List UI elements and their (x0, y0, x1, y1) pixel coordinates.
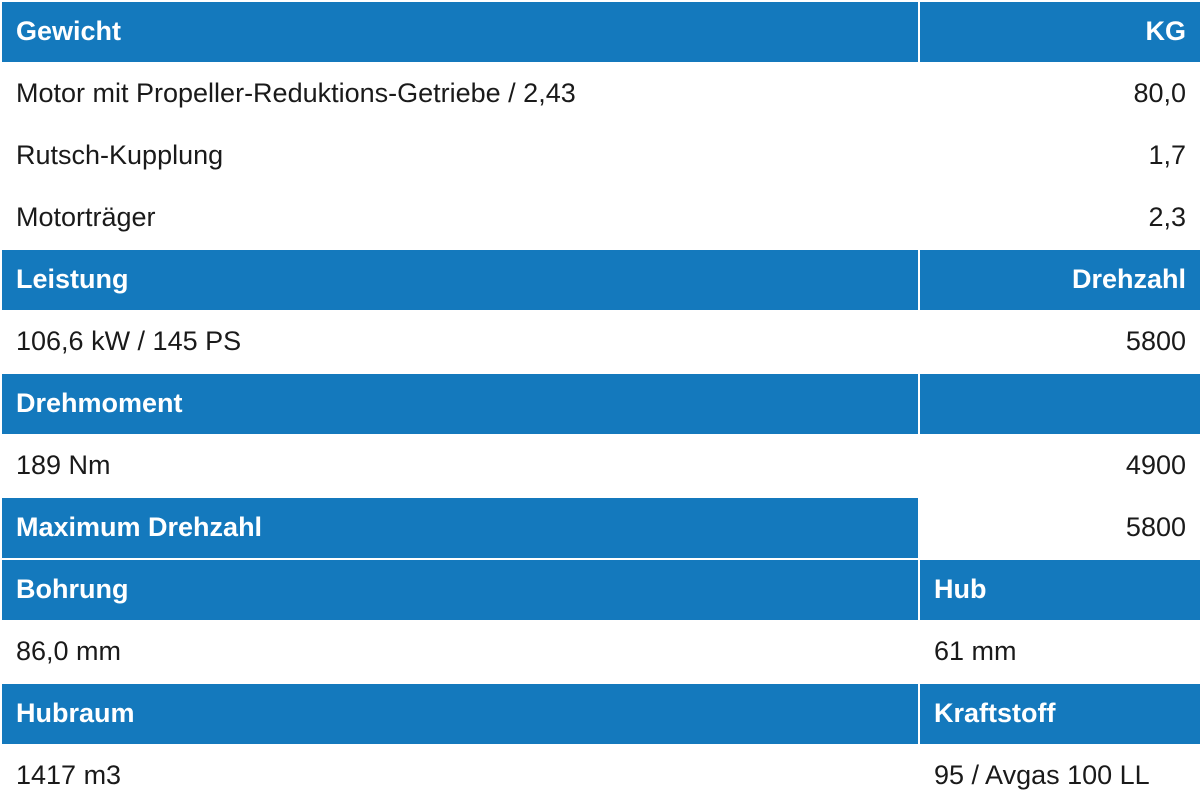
table-row (1, 1, 1200, 63)
table-header-cell: Drehmoment (1, 373, 919, 435)
table-header-cell: Leistung (1, 249, 919, 311)
table-row (1, 435, 1200, 497)
table-data-cell: 80,0 (919, 63, 1200, 125)
table-row (1, 497, 1200, 559)
table-row (1, 125, 1200, 187)
table-header-cell: Hubraum (1, 683, 919, 745)
table-body (1, 1, 1200, 807)
table-data-cell: 2,3 (919, 187, 1200, 249)
table-data-cell: 1417 m3 (1, 745, 919, 807)
table-data-cell: 5800 (919, 497, 1200, 559)
table-header-cell: Maximum Drehzahl (1, 497, 919, 559)
table-data-cell: 1,7 (919, 125, 1200, 187)
table-row (1, 311, 1200, 373)
table-data-cell: Motorträger (1, 187, 919, 249)
table-header-cell: Hub (919, 559, 1200, 621)
table-data-cell: 106,6 kW / 145 PS (1, 311, 919, 373)
table-data-cell: 189 Nm (1, 435, 919, 497)
table-row (1, 559, 1200, 621)
table-row (1, 683, 1200, 745)
table-header-cell: Kraftstoff (919, 683, 1200, 745)
table-header-cell: Bohrung (1, 559, 919, 621)
table-row (1, 249, 1200, 311)
table-row (1, 187, 1200, 249)
table-row (1, 373, 1200, 435)
table-data-cell: 86,0 mm (1, 621, 919, 683)
table-data-cell: Motor mit Propeller-Reduktions-Getriebe / 2,43 (1, 63, 919, 125)
table-data-cell: Rutsch-Kupplung (1, 125, 919, 187)
table-data-cell: 61 mm (919, 621, 1200, 683)
table-header-cell: KG (919, 1, 1200, 63)
table-row (1, 621, 1200, 683)
table-row (1, 745, 1200, 807)
table-row (1, 63, 1200, 125)
table-data-cell: 4900 (919, 435, 1200, 497)
table-data-cell: 95 / Avgas 100 LL (919, 745, 1200, 807)
table-header-cell: Gewicht (1, 1, 919, 63)
table-header-cell (919, 373, 1200, 435)
table-header-cell: Drehzahl (919, 249, 1200, 311)
table-data-cell: 5800 (919, 311, 1200, 373)
